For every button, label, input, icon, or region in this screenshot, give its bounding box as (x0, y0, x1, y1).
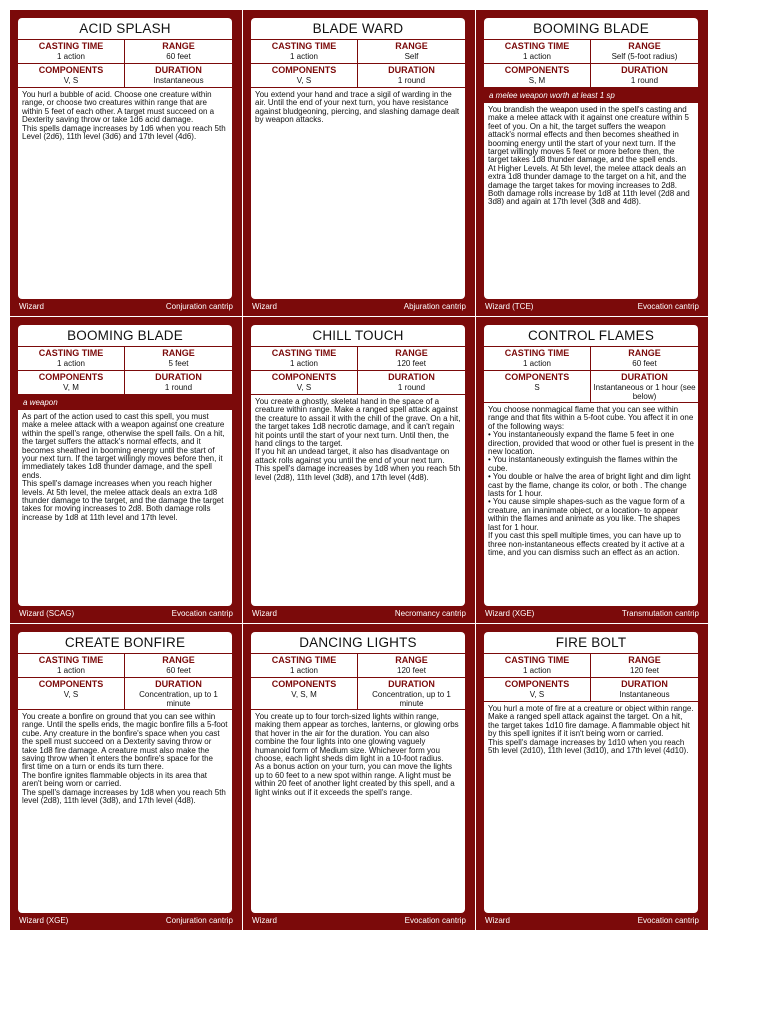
description-paragraph: • You double or halve the area of bright light and dim light cast by the flame, change its color, or both . The change lasts for 1 hour. (488, 472, 691, 499)
spell-class: Wizard (XGE) (19, 916, 69, 925)
duration-cell (358, 678, 465, 710)
duration-label: DURATION (621, 65, 668, 75)
range-value: 60 feet (632, 359, 657, 368)
description-paragraph: You create a ghostly, skeletal hand in the space of a creature within range. Make a ranged spell attack against the creature to assail it with the chill of the grave. On a hit, the target takes 1d8 necrotic damage, and it can't regain hit points until the start of your next turn. Until then, the hand clings to the target. (255, 397, 461, 449)
duration-cell (358, 371, 465, 395)
spell-class: Wizard (252, 609, 277, 618)
description-paragraph: The bonfire ignites flammable objects in its area that aren't being worn or carried. (22, 770, 207, 789)
duration-label: DURATION (155, 679, 202, 689)
casting-time-label: CASTING TIME (271, 41, 337, 51)
description-paragraph: The spell's damage increases by 1d8 when you reach 5th level (2d8), 11th level (3d8), and 17th level (4d8). (22, 787, 226, 806)
spell-class: Wizard (SCAG) (19, 609, 75, 618)
card-footer (243, 301, 475, 313)
components-label: COMPONENTS (504, 679, 570, 689)
spell-class: Wizard (252, 302, 277, 311)
casting-time-value: 1 action (56, 359, 86, 368)
spell-school: Conjuration cantrip (165, 916, 233, 925)
spell-description (18, 410, 232, 525)
range-cell (125, 347, 232, 371)
spell-description (251, 395, 465, 485)
range-value: 120 feet (397, 666, 426, 675)
spell-school: Evocation cantrip (637, 302, 699, 311)
duration-value: Instantaneous or 1 hour (see below) (593, 383, 696, 401)
description-paragraph: This spells damage increases by 1d6 when you reach 5th Level (2d6), 11th level (3d6) and 17th level (4d6). (22, 123, 226, 142)
components-cell (484, 64, 591, 88)
casting-time-label: CASTING TIME (504, 41, 570, 51)
card-sheet (10, 10, 709, 931)
range-value: 60 feet (166, 52, 191, 61)
spell-class: Wizard (485, 916, 510, 925)
description-paragraph: This spell's damage increases by 1d10 when you reach 5th level (2d10), 11th level (3d10), and 17th level (4d10). (488, 737, 689, 756)
casting-time-value: 1 action (522, 52, 552, 61)
spell-stats (484, 40, 698, 88)
spell-title: CONTROL FLAMES (484, 325, 698, 347)
range-label: RANGE (628, 348, 661, 358)
range-label: RANGE (162, 348, 195, 358)
duration-label: DURATION (621, 679, 668, 689)
components-value: S, M (528, 76, 546, 85)
components-value: V, M (63, 383, 79, 392)
spell-card-body (251, 18, 465, 299)
description-paragraph: If you cast this spell multiple times, you can have up to three non-instantaneous effects created by it active at a time, and you can dismiss such an effect as an action. (488, 531, 685, 557)
components-value: V, S (296, 76, 312, 85)
casting-time-value: 1 action (522, 666, 552, 675)
duration-label: DURATION (155, 372, 202, 382)
range-cell (591, 40, 698, 64)
components-value: V, S (63, 76, 79, 85)
components-label: COMPONENTS (504, 65, 570, 75)
components-value: S (534, 383, 540, 392)
spell-stats (251, 347, 465, 395)
spell-description (484, 403, 698, 560)
duration-value: Concentration, up to 1 minute (372, 690, 451, 708)
duration-value: 1 round (164, 383, 193, 392)
casting-time-cell (18, 347, 125, 371)
duration-label: DURATION (621, 372, 668, 382)
spell-description (251, 710, 465, 800)
components-value: V, S (529, 690, 545, 699)
components-label: COMPONENTS (504, 372, 570, 382)
casting-time-cell (484, 654, 591, 678)
casting-time-label: CASTING TIME (38, 41, 104, 51)
range-cell (358, 347, 465, 371)
description-paragraph: At Higher Levels. At 5th level, the melee attack deals an extra 1d8 thunder damage to the target on a hit, and the damage the target takes for moving increases to 2d8. Both damage rolls increase by 1d8 at 11th level (2d8 and 3d8) and again at 17th level (3d8 and 4d8). (488, 163, 690, 207)
description-paragraph: • You instantaneously extinguish the flames within the cube. (488, 455, 678, 473)
spell-card (243, 317, 475, 623)
components-cell (251, 64, 358, 88)
spell-school: Evocation cantrip (637, 916, 699, 925)
range-value: 120 feet (397, 359, 426, 368)
casting-time-label: CASTING TIME (271, 348, 337, 358)
duration-cell (591, 64, 698, 88)
spell-description (484, 103, 698, 210)
range-label: RANGE (628, 655, 661, 665)
casting-time-label: CASTING TIME (38, 348, 104, 358)
spell-stats (251, 40, 465, 88)
duration-value: Concentration, up to 1 minute (139, 690, 218, 708)
spell-class: Wizard (TCE) (485, 302, 534, 311)
description-paragraph: As a bonus action on your turn, you can move the lights up to 60 feet to a new spot within range. A light must be within 20 feet of another light created by this spell, and a light winks out if it exceeds the spell's range. (255, 762, 455, 797)
spell-description (251, 88, 465, 128)
spell-school: Transmutation cantrip (621, 609, 699, 618)
card-footer (243, 915, 475, 927)
spell-title: BOOMING BLADE (484, 18, 698, 40)
components-value: V, S (63, 690, 79, 699)
range-label: RANGE (395, 348, 428, 358)
spell-title: CHILL TOUCH (251, 325, 465, 347)
casting-time-cell (18, 40, 125, 64)
spell-title: BOOMING BLADE (18, 325, 232, 347)
description-paragraph: This spell's damage increases when you reach higher levels. At 5th level, the melee attack deals an extra 1d8 thunder damage to the target, and the damage the target takes for moving increases to 2d8. Both damage rolls increase by 1d8 at 11th level and 17th level. (22, 479, 224, 522)
casting-time-value: 1 action (56, 52, 86, 61)
spell-card (10, 10, 242, 316)
duration-cell (125, 371, 232, 395)
spell-class: Wizard (XGE) (485, 609, 535, 618)
description-paragraph: If you hit an undead target, it also has disadvantage on attack rolls against you until the end of your next turn. (255, 447, 450, 465)
spell-school: Evocation cantrip (404, 916, 466, 925)
material-component: a weapon (18, 395, 232, 410)
spell-stats (251, 654, 465, 710)
range-label: RANGE (395, 655, 428, 665)
range-cell (591, 654, 698, 678)
description-paragraph: You brandish the weapon used in the spell's casting and make a melee attack with it against one creature within 5 feet of you. On a hit, the target suffers the weapon attack's normal effects and then becomes sheathed in booming energy until the start of your next turn. If the target willingly moves 5 feet or more before then, the target takes 1d8 thunder damage, and the spell ends. (488, 105, 689, 165)
duration-cell (358, 64, 465, 88)
components-label: COMPONENTS (271, 679, 337, 689)
spell-stats (18, 347, 232, 395)
spell-title: BLADE WARD (251, 18, 465, 40)
spell-stats (18, 40, 232, 88)
range-label: RANGE (628, 41, 661, 51)
components-label: COMPONENTS (271, 65, 337, 75)
spell-title: FIRE BOLT (484, 632, 698, 654)
casting-time-value: 1 action (289, 359, 319, 368)
spell-school: Necromancy cantrip (394, 609, 466, 618)
components-cell (18, 678, 125, 710)
card-footer (10, 915, 242, 927)
casting-time-label: CASTING TIME (271, 655, 337, 665)
spell-card (10, 624, 242, 930)
duration-cell (125, 64, 232, 88)
casting-time-cell (484, 347, 591, 371)
spell-card (10, 317, 242, 623)
description-paragraph: • You instantaneously expand the flame 5 feet in one direction, provided that wood or other fuel is present in the new location. (488, 430, 694, 457)
duration-label: DURATION (388, 679, 435, 689)
casting-time-cell (251, 654, 358, 678)
spell-title: ACID SPLASH (18, 18, 232, 40)
range-value: 60 feet (166, 666, 191, 675)
spell-description (18, 88, 232, 144)
duration-cell (591, 371, 698, 403)
duration-value: Instantaneous (153, 76, 204, 85)
duration-value: 1 round (397, 383, 426, 392)
components-label: COMPONENTS (38, 65, 104, 75)
range-cell (591, 347, 698, 371)
description-paragraph: You choose nonmagical flame that you can see within range and that fits within a 5-foot cube. You affect it in one of the following ways: (488, 405, 694, 431)
material-component: a melee weapon worth at least 1 sp (484, 88, 698, 103)
components-cell (251, 371, 358, 395)
components-label: COMPONENTS (38, 679, 104, 689)
spell-card-body (251, 632, 465, 913)
spell-card (243, 624, 475, 930)
components-cell (484, 371, 591, 403)
casting-time-label: CASTING TIME (504, 655, 570, 665)
spell-title: CREATE BONFIRE (18, 632, 232, 654)
range-label: RANGE (395, 41, 428, 51)
range-value: 120 feet (630, 666, 659, 675)
casting-time-value: 1 action (522, 359, 552, 368)
card-footer (243, 608, 475, 620)
casting-time-cell (251, 347, 358, 371)
range-value: Self (404, 52, 419, 61)
components-cell (484, 678, 591, 702)
card-footer (476, 915, 708, 927)
range-label: RANGE (162, 655, 195, 665)
description-paragraph: • You cause simple shapes-such as the vague form of a creature, an inanimate object, or a location- to appear within the flames and animate as you like. The shapes last for 1 hour. (488, 497, 685, 532)
spell-card-body (251, 325, 465, 606)
spell-card (476, 10, 708, 316)
duration-value: Instantaneous (619, 690, 670, 699)
components-value: V, S, M (291, 690, 317, 699)
spell-card (476, 317, 708, 623)
card-footer (10, 301, 242, 313)
spell-description (18, 710, 232, 808)
duration-label: DURATION (155, 65, 202, 75)
spell-card-body (484, 632, 698, 913)
description-paragraph: As part of the action used to cast this spell, you must make a melee attack with a weapon against one creature within the spell's range, otherwise the spell fails. On a hit, the target suffers the attack's normal effects, and it becomes sheathed in booming energy until the start of your next turn. If the target willingly moves before then, it immediately takes 1d8 thunder damage, and the spell ends. (22, 412, 225, 480)
spell-description (484, 702, 698, 758)
range-label: RANGE (162, 41, 195, 51)
components-label: COMPONENTS (271, 372, 337, 382)
spell-card-body (18, 632, 232, 913)
range-value: 5 feet (168, 359, 189, 368)
spell-card-body (484, 18, 698, 299)
description-paragraph: You create a bonfire on ground that you can see within range. Until the spells ends, the magic bonfire fills a 5-foot cube. Any creature in the bonfire's space when you cast the spell must succeed on a Dexterity saving throw or take 1d8 fire damage. A creature must also make the saving throw when it enters the bonfire's space for the first time on a turn or ends its turn there. (22, 712, 228, 772)
spell-class: Wizard (252, 916, 277, 925)
card-footer (476, 301, 708, 313)
card-footer (476, 608, 708, 620)
range-value: Self (5-foot radius) (611, 52, 678, 61)
spell-title: DANCING LIGHTS (251, 632, 465, 654)
duration-cell (591, 678, 698, 702)
range-cell (358, 654, 465, 678)
components-label: COMPONENTS (38, 372, 104, 382)
components-cell (18, 371, 125, 395)
duration-value: 1 round (630, 76, 659, 85)
description-paragraph: You hurl a bubble of acid. Choose one creature within range, or choose two creatures within range that are within 5 feet of each other. A target must succeed on a Dexterity saving throw or take 1d6 acid damage. (22, 90, 215, 125)
casting-time-cell (251, 40, 358, 64)
spell-card-body (18, 18, 232, 299)
components-cell (251, 678, 358, 710)
casting-time-cell (18, 654, 125, 678)
description-paragraph: You extend your hand and trace a sigil of warding in the air. Until the end of your next turn, you have resistance against bludgeoning, piercing, and slashing damage dealt by weapon attacks. (255, 90, 460, 125)
range-cell (125, 654, 232, 678)
card-footer (10, 608, 242, 620)
spell-stats (484, 347, 698, 403)
duration-label: DURATION (388, 372, 435, 382)
spell-stats (484, 654, 698, 702)
casting-time-value: 1 action (289, 52, 319, 61)
casting-time-value: 1 action (289, 666, 319, 675)
range-cell (358, 40, 465, 64)
spell-card (243, 10, 475, 316)
casting-time-label: CASTING TIME (504, 348, 570, 358)
components-value: V, S (296, 383, 312, 392)
spell-school: Conjuration cantrip (165, 302, 233, 311)
spell-stats (18, 654, 232, 710)
duration-value: 1 round (397, 76, 426, 85)
description-paragraph: You hurl a mote of fire at a creature or object within range. Make a ranged spell attack against the target. On a hit, the target takes 1d10 fire damage. A flammable object hit by this spell ignites if it isn't being worn or carried. (488, 704, 694, 739)
duration-label: DURATION (388, 65, 435, 75)
spell-school: Evocation cantrip (171, 609, 233, 618)
spell-card-body (18, 325, 232, 606)
casting-time-cell (484, 40, 591, 64)
duration-cell (125, 678, 232, 710)
spell-class: Wizard (19, 302, 44, 311)
components-cell (18, 64, 125, 88)
spell-card-body (484, 325, 698, 606)
casting-time-value: 1 action (56, 666, 86, 675)
casting-time-label: CASTING TIME (38, 655, 104, 665)
spell-school: Abjuration cantrip (403, 302, 466, 311)
description-paragraph: You create up to four torch-sized lights within range, making them appear as torches, lanterns, or glowing orbs that hover in the air for the duration. You can also combine the four lights into one glowing vaguely humanoid form of Medium size. Whichever form you choose, each light sheds dim light in a 10-foot radius. (255, 712, 459, 764)
spell-card (476, 624, 708, 930)
range-cell (125, 40, 232, 64)
description-paragraph: This spell's damage increases by 1d8 when you reach 5th level (2d8), 11th level (3d8), and 17th level (4d8). (255, 464, 461, 482)
